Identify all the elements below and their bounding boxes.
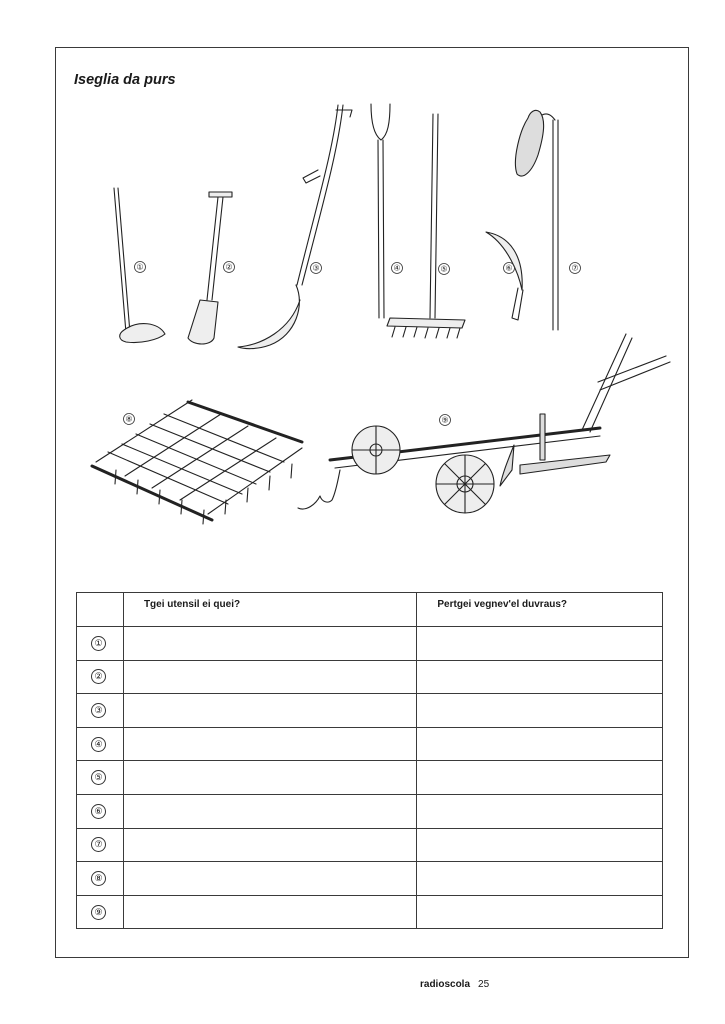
label-9: ⑨ — [441, 415, 449, 425]
row-number: ④ — [91, 737, 106, 752]
footer-brand: radioscola — [420, 979, 471, 990]
row-number: ⑥ — [91, 804, 106, 819]
table-row — [77, 694, 663, 728]
row-number: ⑧ — [91, 871, 106, 886]
row-number: ⑨ — [91, 905, 106, 920]
answer-cell-name[interactable] — [123, 694, 416, 728]
row-number: ⑦ — [91, 837, 106, 852]
table-row — [77, 660, 663, 694]
answer-cell-name[interactable] — [123, 627, 416, 661]
header-number — [77, 593, 124, 627]
page-title: Iseglia da purs — [74, 72, 176, 88]
header-tool-use: Pertgei vegnev'el duvraus? — [417, 593, 663, 627]
table-row — [77, 627, 663, 661]
answer-cell-use[interactable] — [417, 862, 663, 896]
worksheet-table — [76, 592, 663, 929]
label-7: ⑦ — [571, 263, 579, 273]
answer-cell-name[interactable] — [123, 794, 416, 828]
answer-cell-use[interactable] — [417, 727, 663, 761]
answer-cell-use[interactable] — [417, 761, 663, 795]
label-3: ③ — [312, 263, 320, 273]
table-row — [77, 862, 663, 896]
table-row — [77, 761, 663, 795]
table-row — [77, 727, 663, 761]
answer-cell-use[interactable] — [417, 694, 663, 728]
answer-cell-name[interactable] — [123, 727, 416, 761]
answer-cell-use[interactable] — [417, 895, 663, 929]
row-number: ① — [91, 636, 106, 651]
table-row — [77, 794, 663, 828]
table-row — [77, 895, 663, 929]
answer-cell-name[interactable] — [123, 828, 416, 862]
answer-cell-name[interactable] — [123, 761, 416, 795]
label-2: ② — [225, 262, 233, 272]
answer-cell-name[interactable] — [123, 660, 416, 694]
answer-cell-use[interactable] — [417, 660, 663, 694]
page-number: 25 — [478, 979, 490, 990]
label-1: ① — [136, 262, 144, 272]
answer-cell-use[interactable] — [417, 794, 663, 828]
label-8: ⑧ — [125, 414, 133, 424]
header-tool-name: Tgei utensil ei quei? — [123, 593, 416, 627]
row-number: ② — [91, 669, 106, 684]
label-4: ④ — [393, 263, 401, 273]
answer-cell-use[interactable] — [417, 828, 663, 862]
answer-cell-name[interactable] — [123, 895, 416, 929]
label-6: ⑥ — [505, 263, 513, 273]
row-number: ③ — [91, 703, 106, 718]
answer-cell-use[interactable] — [417, 627, 663, 661]
page-footer — [420, 979, 489, 990]
row-number: ⑤ — [91, 770, 106, 785]
label-5: ⑤ — [440, 264, 448, 274]
table-header-row — [77, 593, 663, 627]
table-row — [77, 828, 663, 862]
answer-cell-name[interactable] — [123, 862, 416, 896]
